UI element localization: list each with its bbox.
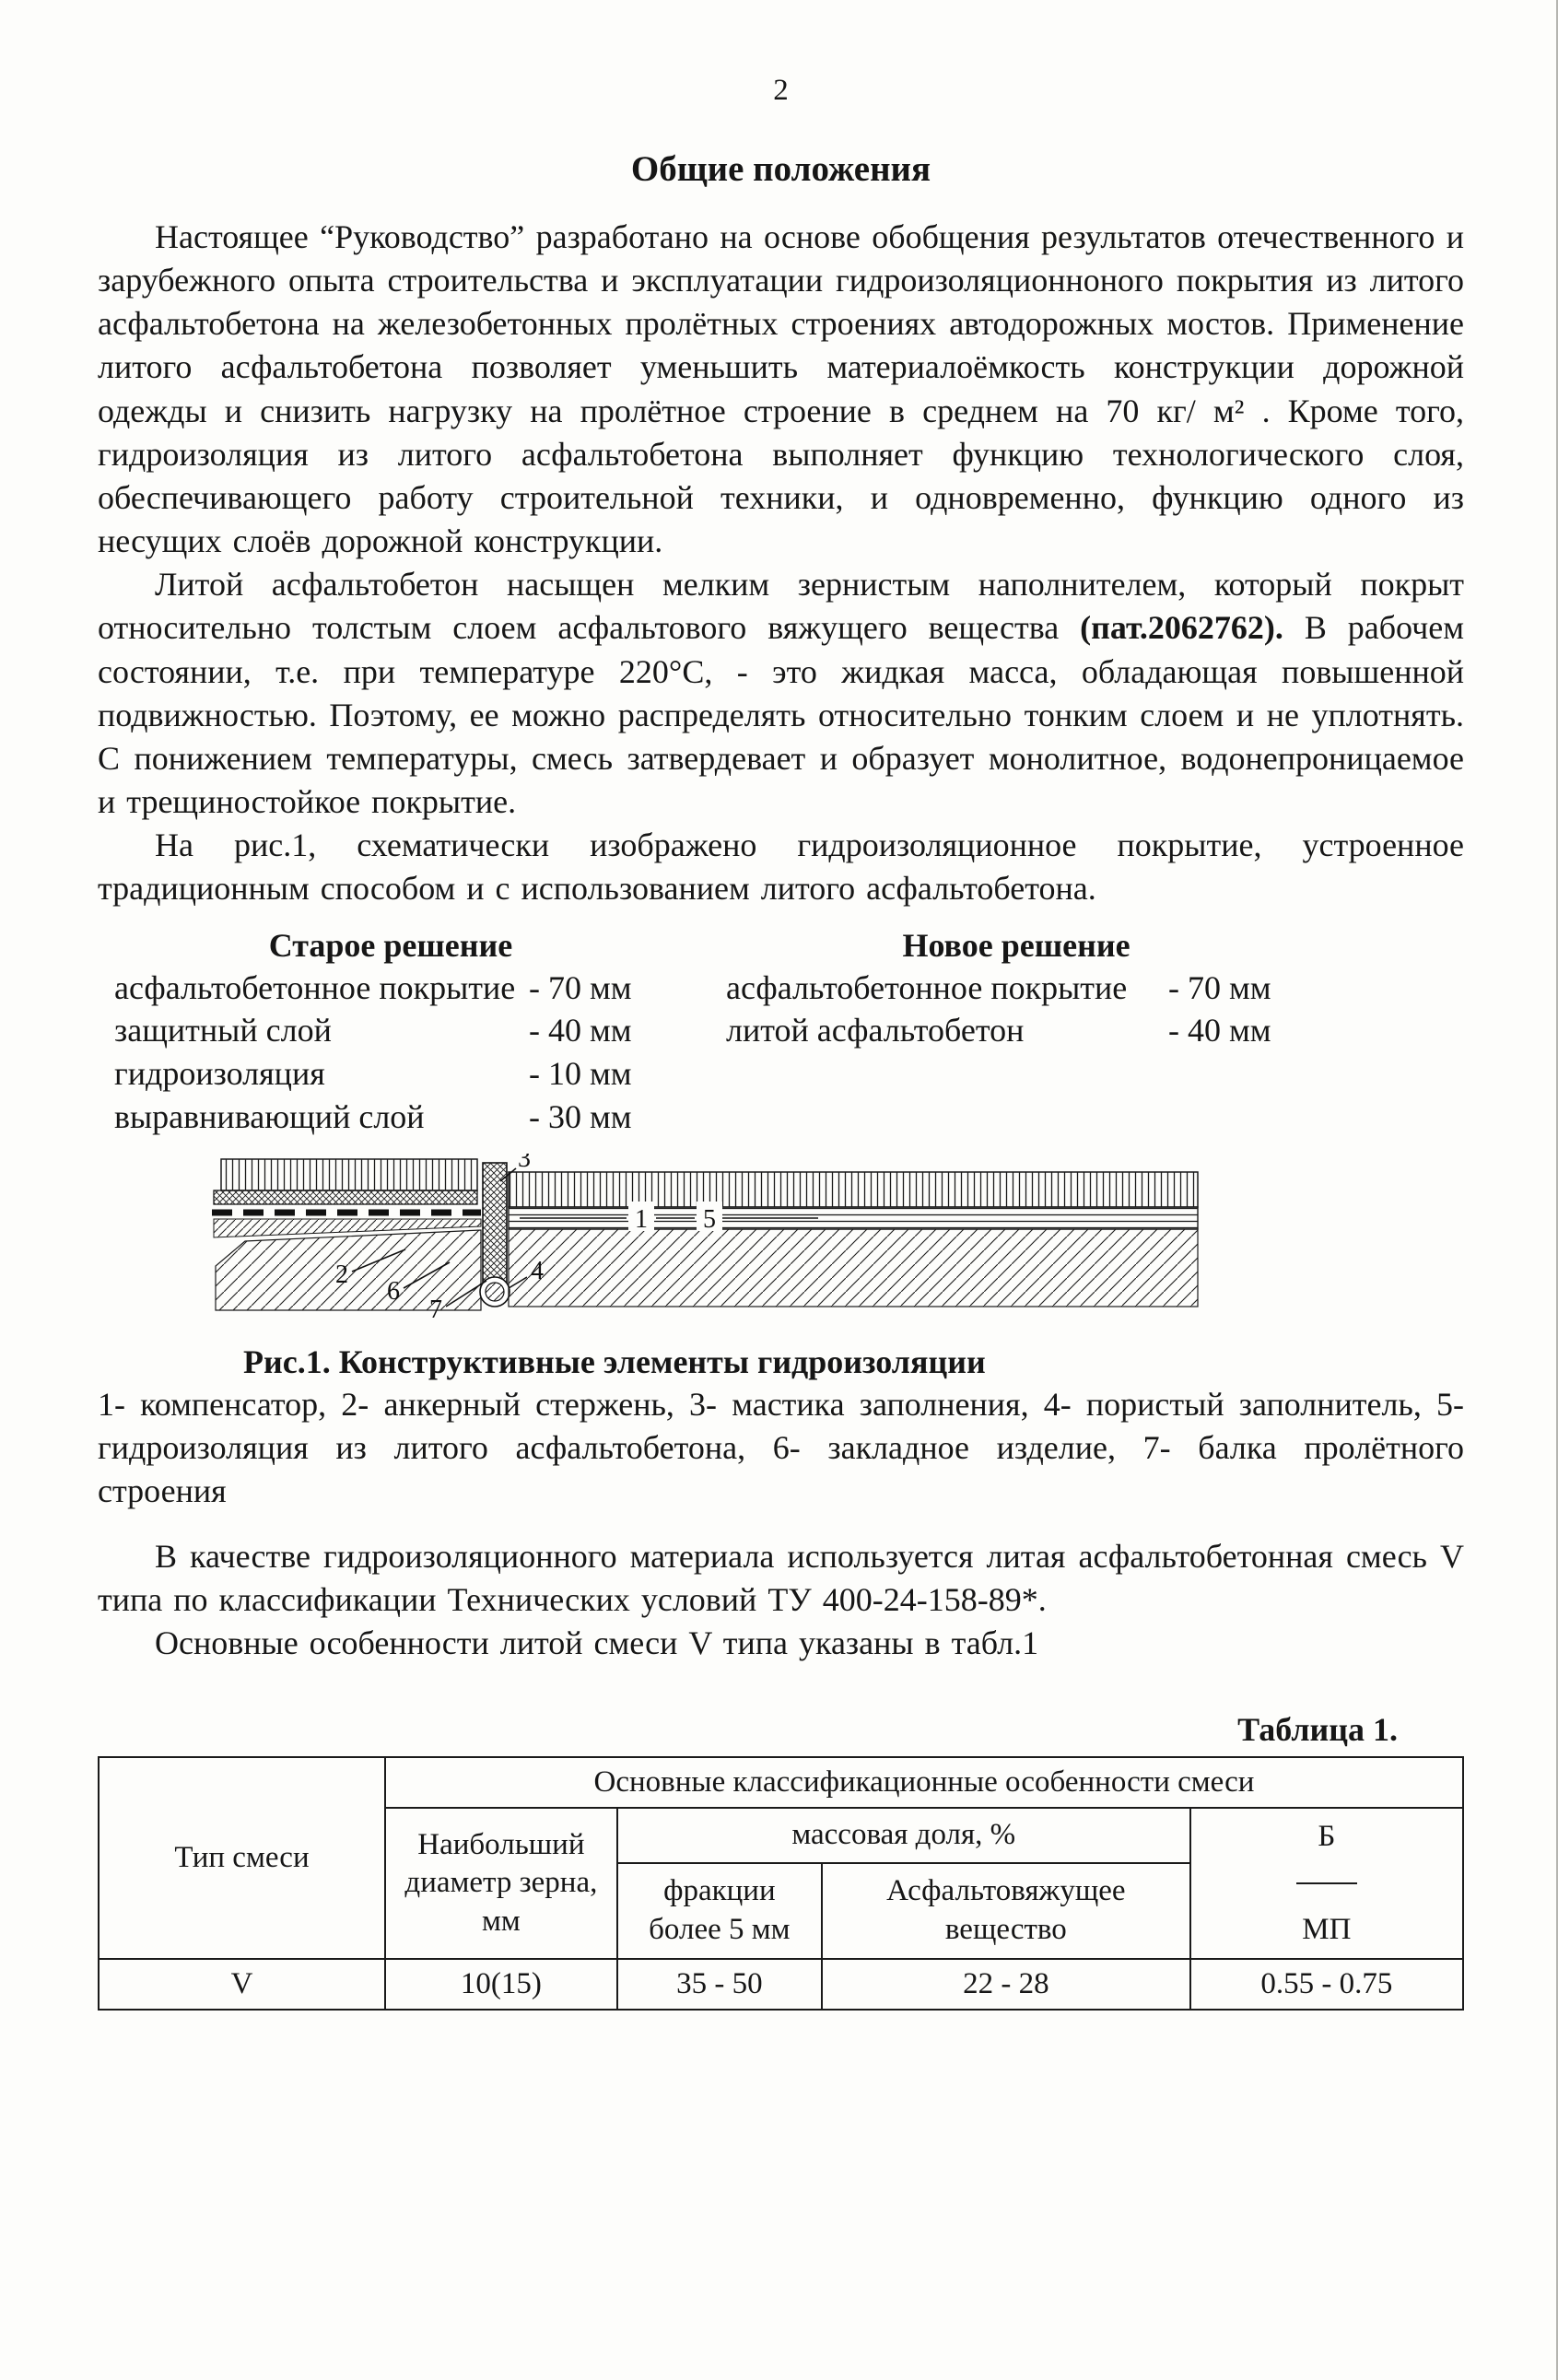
solution-item-value: - 40 мм bbox=[1168, 1012, 1271, 1049]
solution-item bbox=[114, 1052, 667, 1096]
figure-label-1: 1 bbox=[635, 1204, 648, 1234]
figure-label-2: 2 bbox=[335, 1260, 348, 1289]
document-title: Общие положения bbox=[630, 149, 931, 189]
table-row bbox=[99, 1959, 1463, 2010]
solution-item bbox=[114, 1009, 667, 1052]
figure-drawing bbox=[210, 1154, 1205, 1331]
figure-legend: 1- компенсатор, 2- анкерный стержень, 3- мастика заполнения, 4- пористый заполнитель, 5- гидроизоляция из литого асфальтобетона, 6- закладное изделие, 7- балка пролётного строения bbox=[98, 1385, 1464, 1509]
figure-label-6: 6 bbox=[387, 1276, 400, 1306]
cell-ratio: 0.55 - 0.75 bbox=[1190, 1959, 1463, 2010]
mixture-classification-table bbox=[98, 1756, 1464, 2011]
figure-label-4: 4 bbox=[531, 1256, 544, 1285]
new-solution-column bbox=[726, 926, 1306, 1139]
figure-1 bbox=[210, 1154, 1464, 1335]
solution-item-label: литой асфальтобетон bbox=[726, 1012, 1025, 1049]
figure-label-3: 3 bbox=[518, 1153, 531, 1173]
solution-item-label: асфальтобетонное покрытие bbox=[114, 968, 516, 1006]
solution-item-value: - 70 мм bbox=[1168, 968, 1271, 1006]
body-text-block bbox=[98, 216, 1464, 911]
body-paragraph-5: Основные особенности литой смеси V типа указаны в табл.1 bbox=[155, 1624, 1039, 1662]
patent-number: (пат.2062762). bbox=[1080, 609, 1283, 647]
solution-item bbox=[114, 967, 667, 1010]
col-header-b-mp-ratio bbox=[1190, 1808, 1463, 1959]
old-solution-title: Старое решение bbox=[268, 926, 513, 964]
layer-asphalt-pavement-new bbox=[509, 1172, 1198, 1207]
body-paragraph-3: На рис.1, схематически изображено гидроизоляционное покрытие, устроенное традиционным способом и с использованием литого асфальтобетона. bbox=[98, 827, 1464, 908]
beam-right bbox=[509, 1229, 1198, 1307]
page-number: 2 bbox=[773, 74, 789, 107]
ratio-numerator: Б bbox=[1318, 1819, 1336, 1853]
solution-item-label: гидроизоляция bbox=[114, 1055, 325, 1093]
figure-label-5: 5 bbox=[703, 1204, 716, 1234]
solution-item-value: - 10 мм bbox=[529, 1055, 632, 1093]
table-span-header: Основные классификационные особенности смеси bbox=[385, 1757, 1463, 1808]
ratio-denominator: МП bbox=[1302, 1912, 1352, 1946]
col-header-binder: Асфальтовяжущее вещество bbox=[822, 1863, 1190, 1959]
after-figure-block bbox=[98, 1535, 1464, 1665]
body-paragraph-1: Настоящее “Руководство” разработано на основе обобщения результатов отечественного и зарубежного опыта строительства и эксплуатации гидроизоляционноного покрытия из литого асфальтобетона на железобетонных пролётных строениях автодорожных мостов. Применение литого асфальтобетона позволяет уменьшить материалоёмкость конструкции дорожной одежды и снизить нагрузку на пролётное строение в среднем на 70 кг/ м² . Кроме того, гидроизоляция из литого асфальтобетона выполняет функцию технологического слоя, обеспечивающего работу строительной техники, и одновременно, функцию одного из несущих слоёв дорожной конструкции. bbox=[98, 218, 1464, 560]
col-header-mix-type: Тип смеси bbox=[99, 1757, 385, 1959]
solution-item-label: защитный слой bbox=[114, 1012, 332, 1049]
solution-item-value: - 30 мм bbox=[529, 1097, 632, 1135]
figure-label-7: 7 bbox=[429, 1295, 442, 1324]
col-header-max-grain-diameter: Наибольший диаметр зерна, мм bbox=[385, 1808, 617, 1959]
cell-mix-type: V bbox=[99, 1959, 385, 2010]
figure-caption: Рис.1. Конструктивные элементы гидроизоляции bbox=[243, 1342, 986, 1380]
paragraph-2-text-cont: В рабочем состоянии, т.е. при температуре 220°С, - это жидкая масса, обладающая повышенной подвижностью. Поэтому, ее можно распределять относительно тонким слоем и не уплотнять. С понижением температуры, смесь затвердевает и образует монолитное, водонепроницаемое и трещиностойкое покрытие. bbox=[98, 609, 1464, 821]
solution-item bbox=[726, 1009, 1306, 1052]
new-solution-title: Новое решение bbox=[902, 926, 1130, 964]
paragraph-2-text: Литой асфальтобетон насыщен мелким зернистым наполнителем, который покрыт относительно толстым слоем асфальтового вяжущего вещества bbox=[98, 566, 1464, 647]
cell-binder: 22 - 28 bbox=[822, 1959, 1190, 2010]
solution-item bbox=[114, 1096, 667, 1139]
porous-filler-core bbox=[486, 1283, 504, 1301]
layer-protective bbox=[214, 1190, 477, 1204]
body-paragraph-4: В качестве гидроизоляционного материала используется литая асфальтобетонная смесь V типа по классификации Технических условий ТУ 400-24-158-89*. bbox=[98, 1538, 1464, 1619]
body-paragraph-2 bbox=[98, 563, 1464, 824]
solution-item-value: - 70 мм bbox=[529, 968, 632, 1006]
expansion-joint bbox=[480, 1163, 510, 1307]
table-label: Таблица 1. bbox=[1237, 1710, 1398, 1748]
col-header-mass-fraction: массовая доля, % bbox=[617, 1808, 1190, 1863]
cell-diameter: 10(15) bbox=[385, 1959, 617, 2010]
joint-mastic-filling bbox=[483, 1163, 507, 1284]
solution-item-value: - 40 мм bbox=[529, 1012, 632, 1049]
solutions-comparison bbox=[114, 926, 1464, 1139]
solution-item-label: асфальтобетонное покрытие bbox=[726, 968, 1128, 1006]
table-header-row-1 bbox=[99, 1757, 1463, 1808]
b-mp-fraction bbox=[1201, 1814, 1453, 1952]
solution-item bbox=[726, 967, 1306, 1010]
layer-asphalt-pavement-old bbox=[221, 1159, 477, 1190]
col-header-fraction-over-5mm: фракции более 5 мм bbox=[617, 1863, 822, 1959]
old-solution-column bbox=[114, 926, 667, 1139]
cell-fraction: 35 - 50 bbox=[617, 1959, 822, 2010]
fraction-bar bbox=[1296, 1882, 1357, 1884]
new-construction-section bbox=[509, 1172, 1198, 1307]
solution-item-label: выравнивающий слой bbox=[114, 1097, 425, 1135]
